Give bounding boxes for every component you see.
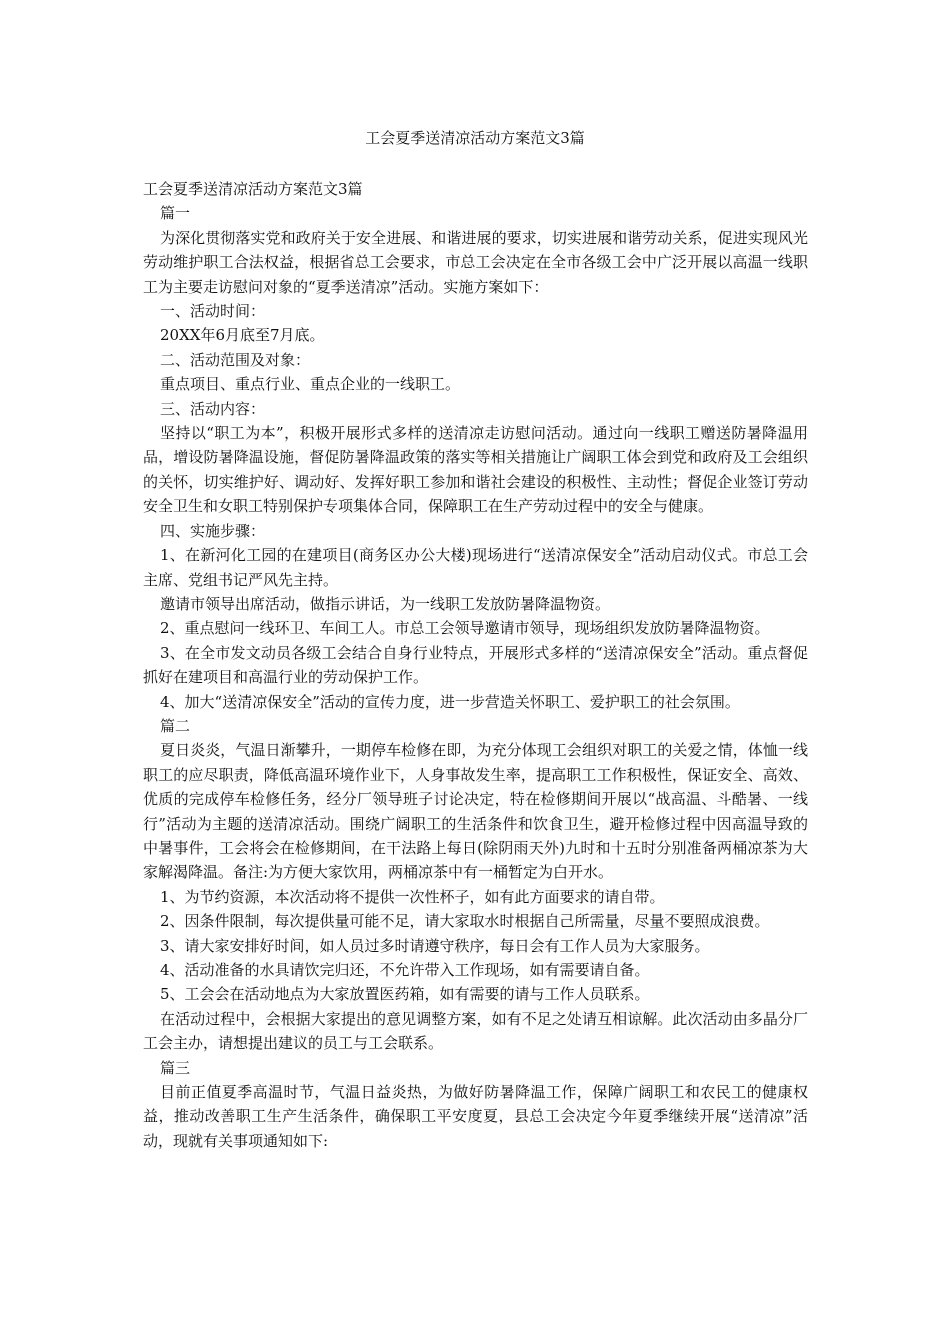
paragraph: 20XX年6月底至7月底。	[160, 326, 325, 345]
document-body	[143, 177, 808, 1153]
list-item: 1、在新河化工园的在建项目(商务区办公大楼)现场进行“送清凉保安全”活动启动仪式。市总工会主席、党组书记严风先主持。	[143, 546, 808, 589]
paragraph: 目前正值夏季高温时节，气温日益炎热，为做好防暑降温工作，保障广阔职工和农民工的健康权益，推动改善职工生产生活条件，确保职工平安度夏，县总工会决定今年夏季继续开展“送清凉”活动，现就有关事项通知如下:	[143, 1083, 808, 1150]
document-title: 工会夏季送清凉活动方案范文3篇	[365, 129, 585, 147]
section-heading-1: 篇一	[160, 204, 191, 223]
paragraph: 夏日炎炎，气温日渐攀升，一期停车检修在即，为充分体现工会组织对职工的关爱之情，体恤一线职工的应尽职责，降低高温环境作业下，人身事故发生率，提高职工工作积极性，保证安全、高效、优质的完成停车检修任务，经分厂领导班子讨论决定，特在检修期间开展以“战高温、斗酷暑、一线行”活动为主题的送清凉活动。围绕广阔职工的生活条件和饮食卫生，避开检修过程中因高温导致的中暑事件，工会将会在检修期间，在干法路上每日(除阴雨天外)九时和十五时分别准备两桶凉茶为大家解渴降温。备注:为方便大家饮用，两桶凉茶中有一桶暂定为白开水。	[143, 741, 808, 882]
subheading: 二、活动范围及对象：	[160, 350, 311, 369]
list-item: 4、活动准备的水具请饮完归还，不允许带入工作现场，如有需要请自备。	[160, 961, 650, 979]
section-heading-3: 篇三	[160, 1058, 191, 1077]
list-item: 2、因条件限制，每次提供量可能不足，请大家取水时根据自己所需量，尽量不要照成浪费。	[160, 912, 770, 931]
section-heading-2: 篇二	[160, 716, 191, 735]
subheading: 三、活动内容：	[160, 399, 266, 418]
paragraph: 坚持以“职工为本”，积极开展形式多样的送清凉走访慰问活动。通过向一线职工赠送防暑降温用品，增设防暑降温设施，督促防暑降温政策的落实等相关措施让广阔职工体会到党和政府及工会组织的关怀，切实维护好、调动好、发挥好职工参加和谐社会建设的积极性、主动性；督促企业签订劳动安全卫生和女职工特别保护专项集体合同，保障职工在生产劳动过程中的安全与健康。	[143, 424, 808, 516]
list-item: 2、重点慰问一线环卫、车间工人。市总工会领导邀请市领导，现场组织发放防暑降温物资。	[160, 619, 770, 638]
list-item: 5、工会会在活动地点为大家放置医药箱，如有需要的请与工作人员联系。	[160, 985, 650, 1004]
list-item: 3、请大家安排好时间，如人员过多时请遵守秩序，每日会有工作人员为大家服务。	[160, 936, 710, 955]
list-item: 3、在全市发文动员各级工会结合自身行业特点，开展形式多样的“送清凉保安全”活动。重点督促抓好在建项目和高温行业的劳动保护工作。	[143, 643, 808, 687]
paragraph: 邀请市领导出席活动，做指示讲话，为一线职工发放防暑降温物资。	[160, 594, 611, 613]
paragraph: 在活动过程中，会根据大家提出的意见调整方案，如有不足之处请互相谅解。此次活动由多晶分厂工会主办，请想提出建议的员工与工会联系。	[143, 1009, 808, 1053]
list-item: 1、为节约资源，本次活动将不提供一次性杯子，如有此方面要求的请自带。	[160, 887, 665, 906]
subheading: 四、实施步骤：	[160, 521, 266, 540]
paragraph: 为深化贯彻落实党和政府关于安全进展、和谐进展的要求，切实进展和谐劳动关系，促进实现风光劳动维护职工合法权益，根据省总工会要求，市总工会决定在全市各级工会中广泛开展以高温一线职工为主要走访慰问对象的“夏季送清凉”活动。实施方案如下：	[143, 228, 808, 296]
list-item: 4、加大“送清凉保安全”活动的宣传力度，进一步营造关怀职工、爱护职工的社会氛围。	[160, 692, 740, 711]
subheading: 一、活动时间：	[160, 302, 266, 321]
paragraph: 重点项目、重点行业、重点企业的一线职工。	[160, 375, 461, 394]
body-heading: 工会夏季送清凉活动方案范文3篇	[143, 180, 363, 198]
